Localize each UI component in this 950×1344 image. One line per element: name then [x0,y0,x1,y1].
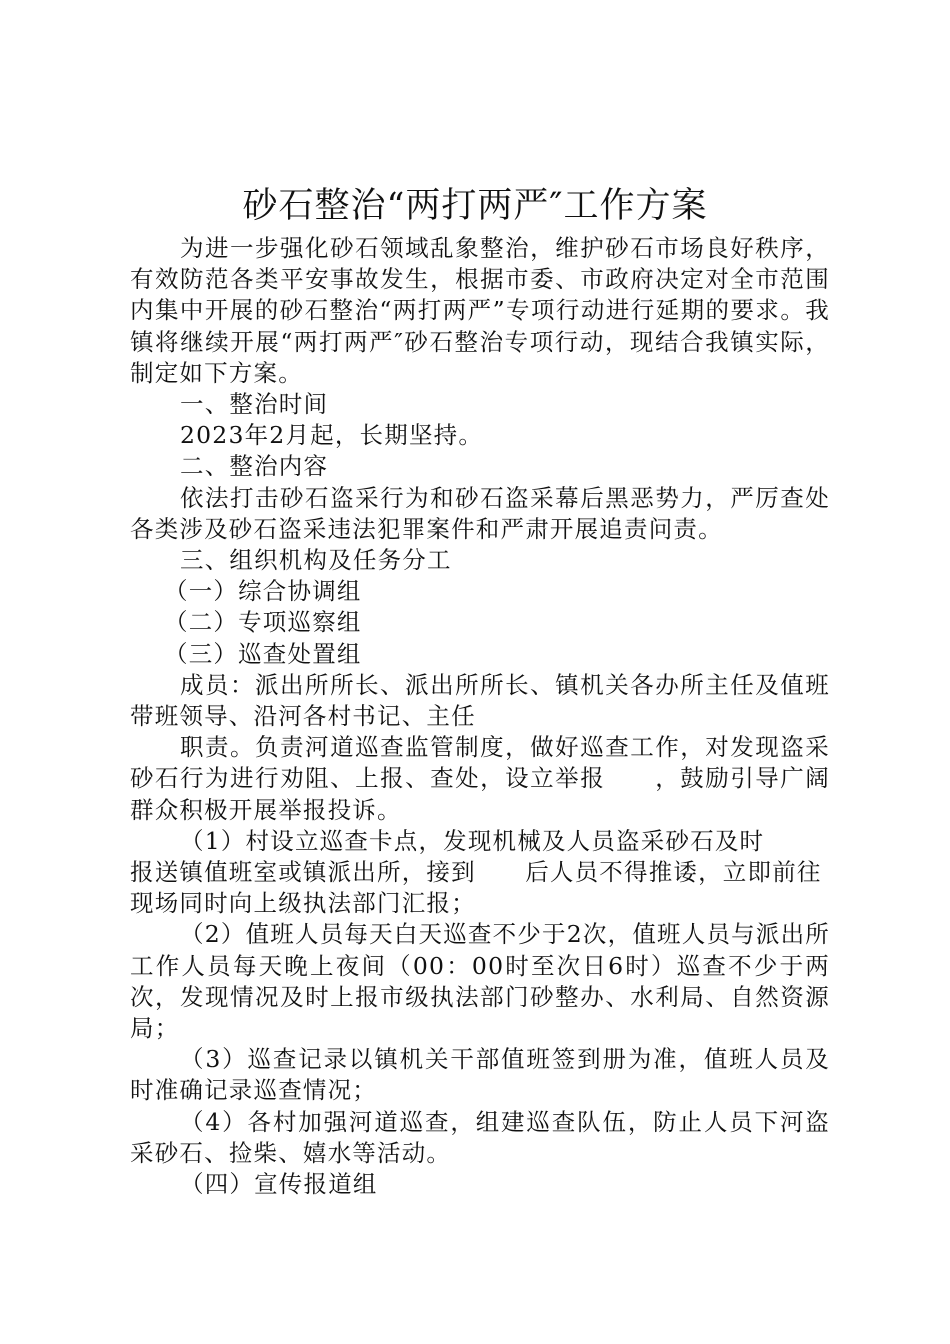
group-heading-coordination: （一）综合协调组 [164,577,362,606]
list-item-1-line-2: 报送镇值班室或镇派出所，接到 后人员不得推诿，立即前往 [130,858,822,887]
list-item-2: （2）值班人员每天白天巡查不少于2次，值班人员与派出所工作人员每天晚上夜间（00：00时至次日6时）巡查不少于两次，发现情况及时上报市级执法部门砂整办、水利局、自然资源局； [130,920,830,1043]
section-heading-time: 一、整治时间 [180,390,329,419]
document-title: 砂石整治“两打两严″工作方案 [242,186,708,226]
section-heading-content: 二、整治内容 [180,452,329,481]
time-paragraph: 2023年2月起，长期坚持。 [180,421,484,450]
duty-paragraph: 职责。负责河道巡查监管制度，做好巡查工作，对发现盗采砂石行为进行劝阻、上报、查处，设立举报 ，鼓励引导广阔群众积极开展举报投诉。 [130,733,830,824]
content-paragraph: 依法打击砂石盗采行为和砂石盗采幕后黑恶势力，严厉查处各类涉及砂石盗采违法犯罪案件和严肃开展追责问责。 [130,483,830,543]
group-heading-patrol: （三）巡查处置组 [164,639,362,668]
document-body [130,233,830,1200]
list-item-1-line-3: 现场同时向上级执法部门汇报； [130,889,476,918]
list-item-3: （3）巡查记录以镇机关干部值班签到册为准，值班人员及时准确记录巡查情况； [130,1045,830,1105]
members-paragraph: 成员：派出所所长、派出所所长、镇机关各办所主任及值班带班领导、沿河各村书记、主任 [130,670,830,731]
intro-paragraph: 为进一步强化砂石领域乱象整治，维护砂石市场良好秩序，有效防范各类平安事故发生，根据市委、市政府决定对全市范围内集中开展的砂石整治“两打两严”专项行动进行延期的要求。我镇将继续开展“两打两严″砂石整治专项行动，现结合我镇实际，制定如下方案。 [130,234,830,387]
section-heading-organization: 三、组织机构及任务分工 [180,546,452,575]
list-item-1 [130,826,830,920]
group-heading-publicity: （四）宣传报道组 [180,1170,378,1199]
list-item-4: （4）各村加强河道巡查，组建巡查队伍，防止人员下河盗采砂石、捡柴、嬉水等活动。 [130,1107,830,1167]
list-item-1-line-1: （1）村设立巡查卡点，发现机械及人员盗采砂石及时 [180,826,765,855]
group-heading-inspection: （二）专项巡察组 [164,608,362,637]
